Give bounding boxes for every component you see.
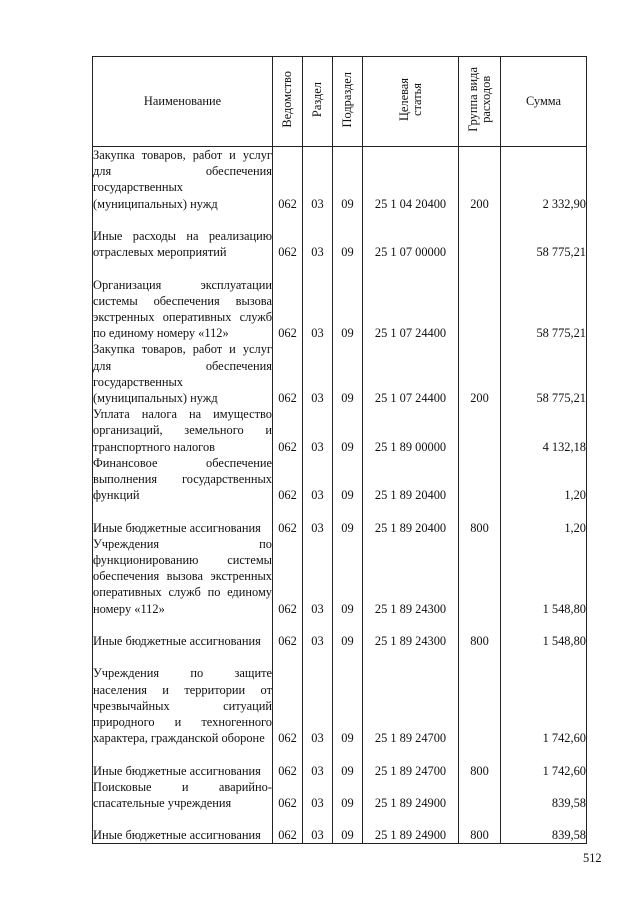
row-target: 25 1 89 00000 <box>363 406 459 455</box>
row-dept: 062 <box>273 536 303 617</box>
header-row <box>93 57 587 147</box>
row-dept: 062 <box>273 260 303 341</box>
row-target: 25 1 04 20400 <box>363 147 459 212</box>
row-subsection: 09 <box>333 779 363 811</box>
row-sum: 4 132,18 <box>501 406 587 455</box>
row-name: Учреждения по защите населения и территории от чрезвычайных ситуаций природного и техногенного характера, гражданской обороне <box>93 649 273 746</box>
row-dept: 062 <box>273 406 303 455</box>
row-dept: 062 <box>273 147 303 212</box>
row-dept: 062 <box>273 617 303 649</box>
row-group <box>459 455 501 504</box>
row-group: 200 <box>459 341 501 406</box>
header-section: Раздел <box>303 57 333 147</box>
row-sum: 2 332,90 <box>501 147 587 212</box>
table-row <box>93 746 587 778</box>
row-dept: 062 <box>273 503 303 535</box>
table-row <box>93 779 587 811</box>
row-sum: 58 775,21 <box>501 260 587 341</box>
row-group <box>459 536 501 617</box>
row-section: 03 <box>303 260 333 341</box>
row-target: 25 1 89 24300 <box>363 617 459 649</box>
row-subsection: 09 <box>333 503 363 535</box>
row-sum: 1,20 <box>501 503 587 535</box>
row-dept: 062 <box>273 455 303 504</box>
row-section: 03 <box>303 147 333 212</box>
row-target: 25 1 89 24900 <box>363 779 459 811</box>
row-target: 25 1 07 24400 <box>363 341 459 406</box>
table-row <box>93 147 587 212</box>
table-row <box>93 341 587 406</box>
header-name: Наименование <box>93 57 273 147</box>
row-dept: 062 <box>273 779 303 811</box>
table-row <box>93 617 587 649</box>
row-name: Учреждения по функционированию системы обеспечения вызова экстренных оперативных служб по единому номеру «112» <box>93 536 272 616</box>
row-name: Поисковые и аварийно-спасательные учреждения <box>93 779 272 811</box>
row-subsection: 09 <box>333 746 363 778</box>
row-sum: 58 775,21 <box>501 212 587 261</box>
row-subsection: 09 <box>333 212 363 261</box>
row-target: 25 1 07 00000 <box>363 212 459 261</box>
row-name: Иные бюджетные ассигнования <box>93 503 273 535</box>
row-target: 25 1 07 24400 <box>363 260 459 341</box>
row-name: Закупка товаров, работ и услуг для обеспечения государственных (муниципальных) нужд <box>93 148 272 211</box>
row-subsection: 09 <box>333 260 363 341</box>
row-name: Иные бюджетные ассигнования <box>93 746 273 778</box>
row-group <box>459 212 501 261</box>
row-section: 03 <box>303 406 333 455</box>
row-sum: 1 742,60 <box>501 746 587 778</box>
row-dept: 062 <box>273 341 303 406</box>
row-sum: 1 548,80 <box>501 617 587 649</box>
page-number: 512 <box>583 851 602 865</box>
row-name: Закупка товаров, работ и услуг для обеспечения государственных (муниципальных) нужд <box>93 342 272 406</box>
row-subsection: 09 <box>333 147 363 212</box>
budget-table <box>92 56 587 844</box>
row-name: Уплата налога на имущество организаций, земельного и транспортного налогов <box>93 407 272 454</box>
row-sum: 839,58 <box>501 811 587 843</box>
row-subsection: 09 <box>333 341 363 406</box>
header-sum: Сумма <box>501 57 587 147</box>
table-row <box>93 212 587 261</box>
row-subsection: 09 <box>333 406 363 455</box>
row-dept: 062 <box>273 746 303 778</box>
row-dept: 062 <box>273 649 303 746</box>
row-section: 03 <box>303 746 333 778</box>
row-group: 800 <box>459 746 501 778</box>
table-row <box>93 811 587 843</box>
row-dept: 062 <box>273 212 303 261</box>
row-dept: 062 <box>273 811 303 843</box>
row-target: 25 1 89 20400 <box>363 503 459 535</box>
row-subsection: 09 <box>333 649 363 746</box>
header-target: Целевая статья <box>363 57 459 147</box>
table-row <box>93 260 587 341</box>
row-name: Иные бюджетные ассигнования <box>93 617 273 649</box>
row-sum: 1 742,60 <box>501 649 587 746</box>
row-subsection: 09 <box>333 536 363 617</box>
row-target: 25 1 89 20400 <box>363 455 459 504</box>
row-group <box>459 260 501 341</box>
row-group: 800 <box>459 503 501 535</box>
row-group <box>459 779 501 811</box>
table-row <box>93 536 587 617</box>
row-section: 03 <box>303 455 333 504</box>
row-group <box>459 406 501 455</box>
row-section: 03 <box>303 341 333 406</box>
row-sum: 1,20 <box>501 455 587 504</box>
table-row <box>93 455 587 504</box>
row-name: Организация эксплуатации системы обеспечения вызова экстренных оперативных служб по единому номеру «112» <box>93 260 273 341</box>
table-row <box>93 649 587 746</box>
table-row <box>93 503 587 535</box>
row-group: 200 <box>459 147 501 212</box>
row-name: Финансовое обеспечение выполнения государственных функций <box>93 455 272 503</box>
header-subsection: Подраздел <box>333 57 363 147</box>
row-subsection: 09 <box>333 455 363 504</box>
row-target: 25 1 89 24700 <box>363 649 459 746</box>
row-group: 800 <box>459 811 501 843</box>
row-name: Иные бюджетные ассигнования <box>93 811 273 843</box>
row-section: 03 <box>303 536 333 617</box>
row-group <box>459 649 501 746</box>
row-sum: 839,58 <box>501 779 587 811</box>
row-section: 03 <box>303 212 333 261</box>
row-subsection: 09 <box>333 811 363 843</box>
header-group: Группа вида расходов <box>459 57 501 147</box>
row-group: 800 <box>459 617 501 649</box>
row-section: 03 <box>303 779 333 811</box>
header-dept: Ведомство <box>273 57 303 147</box>
row-section: 03 <box>303 649 333 746</box>
row-target: 25 1 89 24300 <box>363 536 459 617</box>
row-sum: 58 775,21 <box>501 341 587 406</box>
row-target: 25 1 89 24700 <box>363 746 459 778</box>
row-section: 03 <box>303 503 333 535</box>
row-subsection: 09 <box>333 617 363 649</box>
row-target: 25 1 89 24900 <box>363 811 459 843</box>
table-row <box>93 406 587 455</box>
row-section: 03 <box>303 617 333 649</box>
row-section: 03 <box>303 811 333 843</box>
row-name: Иные расходы на реализацию отраслевых мероприятий <box>93 212 273 261</box>
row-sum: 1 548,80 <box>501 536 587 617</box>
